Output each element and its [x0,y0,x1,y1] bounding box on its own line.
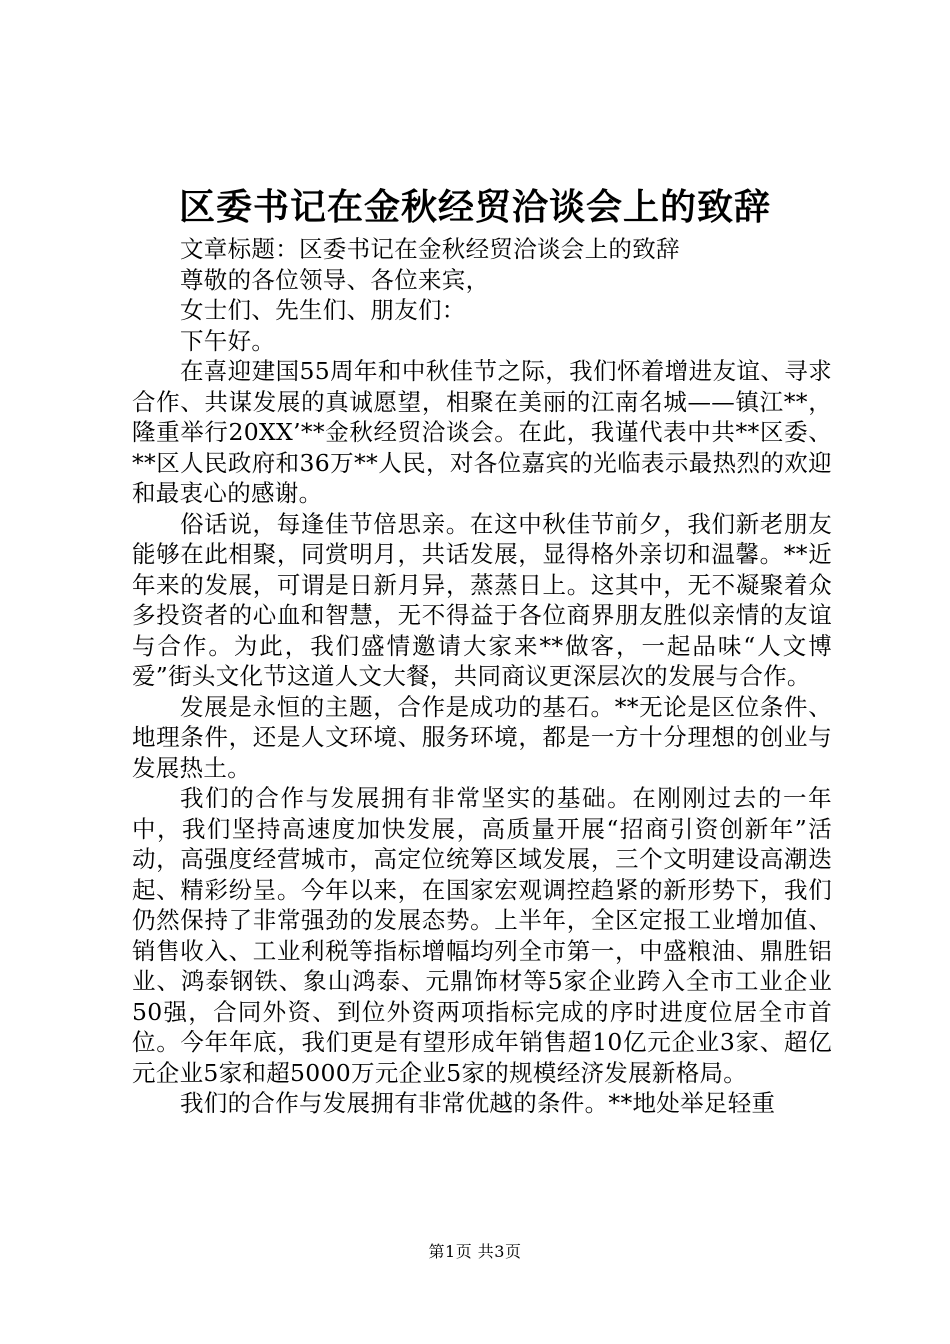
paragraph-greeting: 下午好。 [180,326,276,355]
paragraph-mid-autumn: 俗话说，每逢佳节倍思亲。在这中秋佳节前夕，我们新老朋友能够在此相聚，同赏明月，共话发展，显得格外亲切和温馨。**近年来的发展，可谓是日新月异，蒸蒸日上。这其中，无不凝聚着众多投资者的心血和智慧，无不得益于各位商界朋友胜似亲情的友谊与合作。为此，我们盛情邀请大家来**做客，一起品味“人文博爱”街头文化节这道人文大餐，共同商议更深层次的发展与合作。 [132,509,832,690]
paragraph-welcome: 在喜迎建国55周年和中秋佳节之际，我们怀着增进友谊、寻求合作、共谋发展的真诚愿望，相聚在美丽的江南名城——镇江**，隆重举行20XX’**金秋经贸洽谈会。在此，我谨代表中共**区委、**区人民政府和36万**人民，对各位嘉宾的光临表示最热烈的欢迎和最衷心的感谢。 [132,357,832,507]
page-indicator: 第1页 共3页 [428,1242,522,1261]
paragraph-development-theme: 发展是永恒的主题，合作是成功的基石。**无论是区位条件、地理条件，还是人文环境、服务环境，都是一方十分理想的创业与发展热土。 [132,692,832,782]
paragraph-salutation-friends: 女士们、先生们、朋友们： [180,296,466,324]
paragraph-favorable-conditions: 我们的合作与发展拥有非常优越的条件。**地处举足轻重 [180,1089,776,1117]
paragraph-salutation-guests: 尊敬的各位领导、各位来宾， [180,265,490,294]
paragraph-article-title: 文章标题：区委书记在金秋经贸洽谈会上的致辞 [180,235,680,263]
document-body [132,234,832,1119]
document-title: 区委书记在金秋经贸洽谈会上的致辞 [178,186,771,228]
paragraph-solid-foundation: 我们的合作与发展拥有非常坚实的基础。在刚刚过去的一年中，我们坚持高速度加快发展，高质量开展“招商引资创新年”活动，高强度经营城市，高定位统筹区域发展，三个文明建设高潮迭起、精彩纷呈。今年以来，在国家宏观调控趋紧的新形势下，我们仍然保持了非常强劲的发展态势。上半年，全区定报工业增加值、销售收入、工业利税等指标增幅均列全市第一，中盛粮油、鼎胜铝业、鸿泰钢铁、象山鸿泰、元鼎饰材等5家企业跨入全市工业企业50强，合同外资、到位外资两项指标完成的序时进度位居全市首位。今年年底，我们更是有望形成年销售超10亿元企业3家、超亿元企业5家和超5000万元企业5家的规模经济发展新格局。 [132,784,832,1087]
